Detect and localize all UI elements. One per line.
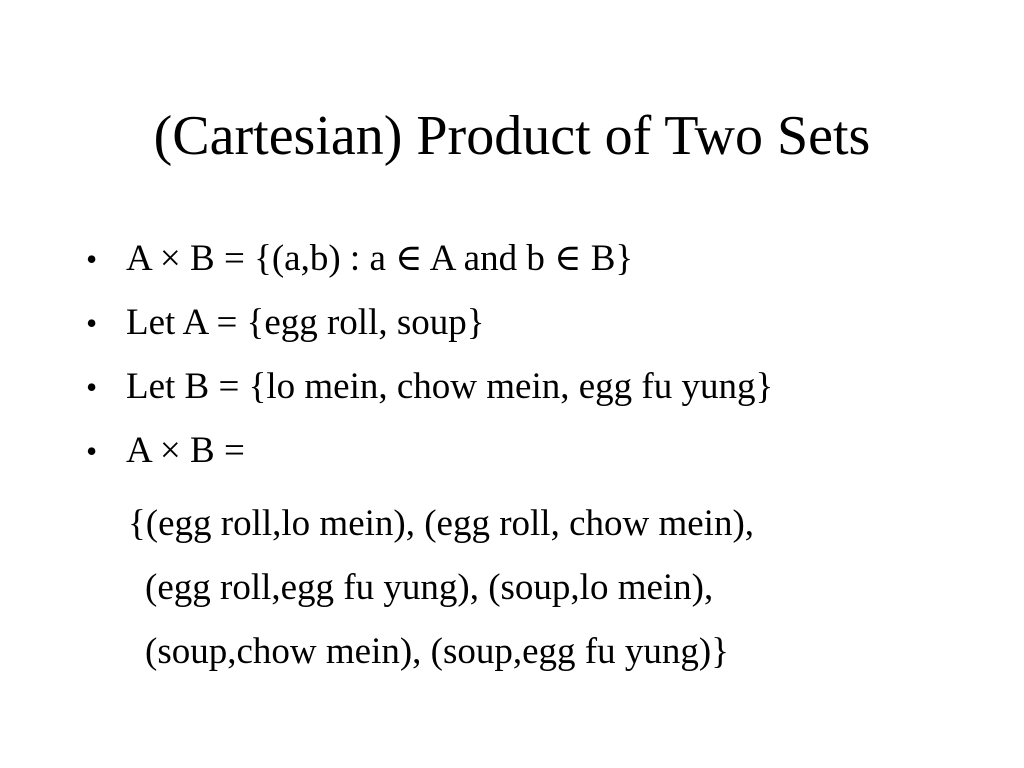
bullet-list bbox=[86, 230, 773, 486]
bullet-item-product bbox=[86, 422, 773, 486]
bullet-item-definition bbox=[86, 230, 773, 294]
product-result-line-2: (egg roll,egg fu yung), (soup,lo mein), bbox=[145, 567, 714, 608]
bullet-text: A × B = {(a,b) : a ∈ A and b ∈ B} bbox=[126, 238, 634, 279]
bullet-text: A × B = bbox=[126, 430, 245, 471]
bullet-icon: • bbox=[86, 241, 98, 277]
product-result-line-1: {(egg roll,lo mein), (egg roll, chow mein), bbox=[128, 503, 755, 544]
bullet-text: Let B = {lo mein, chow mein, egg fu yung} bbox=[126, 366, 774, 407]
product-result-line-3: (soup,chow mein), (soup,egg fu yung)} bbox=[145, 631, 729, 672]
bullet-icon: • bbox=[86, 433, 98, 469]
bullet-icon: • bbox=[86, 305, 98, 341]
bullet-item-set-a bbox=[86, 294, 773, 358]
bullet-text: Let A = {egg roll, soup} bbox=[126, 302, 485, 343]
slide-title: (Cartesian) Product of Two Sets bbox=[153, 105, 871, 167]
bullet-icon: • bbox=[86, 369, 98, 405]
bullet-item-set-b bbox=[86, 358, 773, 422]
